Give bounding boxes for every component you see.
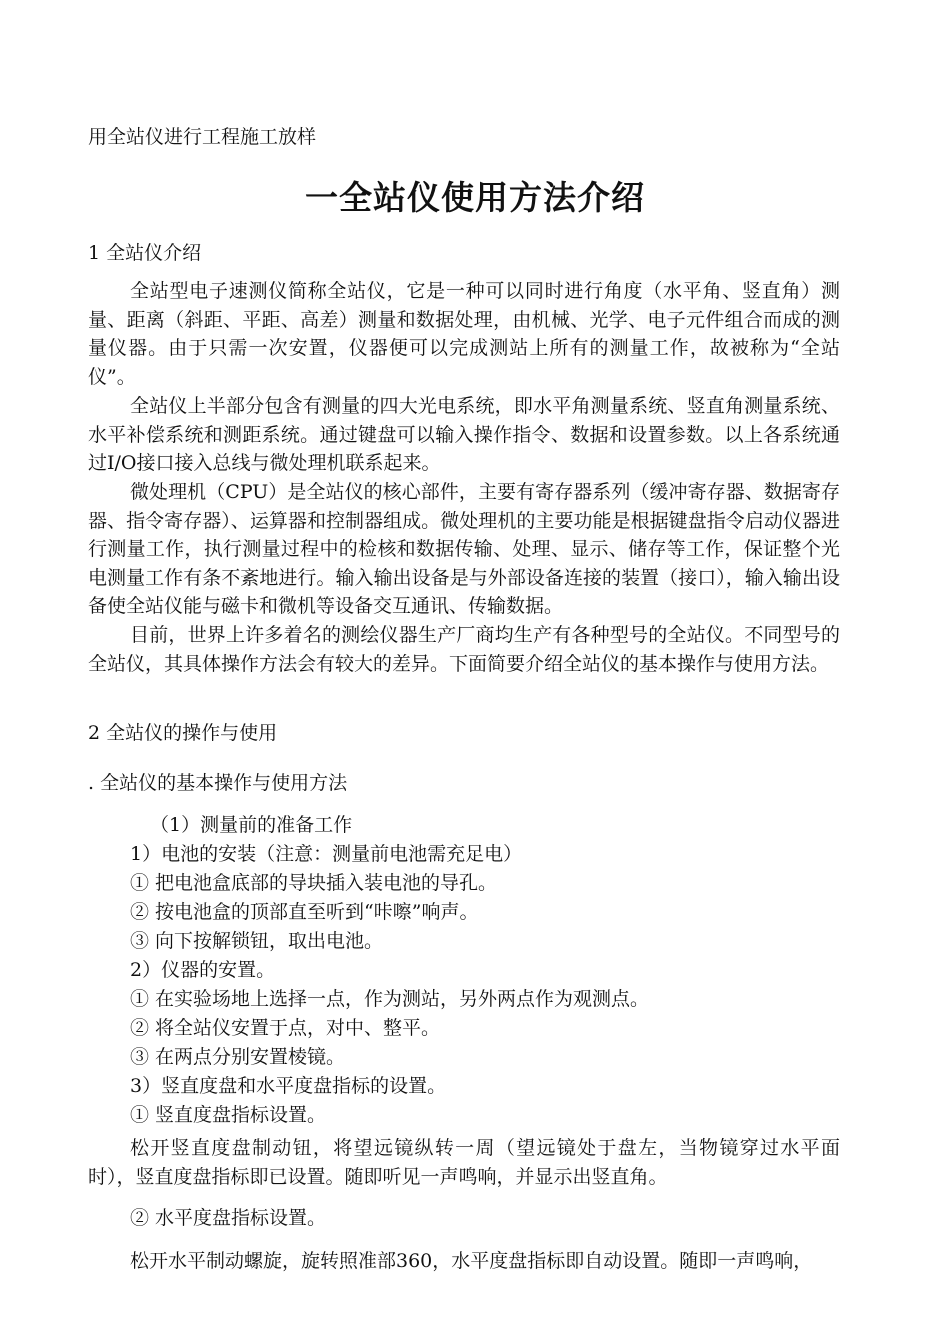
paragraph-horizontal-index: 松开水平制动螺旋，旋转照准部360，水平度盘指标即自动设置。随即一声鸣响，: [130, 1250, 813, 1272]
paragraph-systems: 全站仪上半部分包含有测量的四大光电系统，即水平角测量系统、竖直角测量系统、水平补偿系统和测距系统。通过键盘可以输入操作指令、数据和设置参数。以上各系统通过I/O接口接入总线与微处理机联系起来。: [88, 395, 840, 474]
list-line: ③ 在两点分别安置棱镜。: [130, 1046, 346, 1068]
paragraph-cpu: 微处理机（CPU）是全站仪的核心部件，主要有寄存器系列（缓冲寄存器、数据寄存器、指令寄存器）、运算器和控制器组成。微处理机的主要功能是根据键盘指令启动仪器进行测量工作，执行测量过程中的检核和数据传输、处理、显示、储存等工作，保证整个光电测量工作有条不紊地进行。输入输出设备是与外部设备连接的装置（接口），输入输出设备使全站仪能与磁卡和微机等设备交互通讯、传输数据。: [88, 481, 840, 617]
list-line: 2）仪器的安置。: [130, 959, 276, 981]
list-line: ① 把电池盒底部的导块插入装电池的导孔。: [130, 872, 498, 894]
paragraph-intro: 全站型电子速测仪简称全站仪，它是一种可以同时进行角度（水平角、竖直角）测量、距离（斜距、平距、高差）测量和数据处理，由机械、光学、电子元件组合而成的测量仪器。由于只需一次安置，仪器便可以完成测站上所有的测量工作，故被称为“全站仪”。: [88, 280, 840, 388]
list-line: ② 按电池盒的顶部直至听到“咔嚓”响声。: [130, 901, 479, 923]
list-line: 3）竖直度盘和水平度盘指标的设置。: [130, 1075, 447, 1097]
paragraph-manufacturers: 目前，世界上许多着名的测绘仪器生产厂商均生产有各种型号的全站仪。不同型号的全站仪，其具体操作方法会有较大的差异。下面简要介绍全站仪的基本操作与使用方法。: [88, 624, 840, 675]
document-pre-title: 用全站仪进行工程施工放样: [88, 126, 317, 148]
document-title: 一全站仪使用方法介绍: [305, 178, 645, 217]
list-line: ② 将全站仪安置于点，对中、整平。: [130, 1017, 441, 1039]
list-line: ① 在实验场地上选择一点，作为测站，另外两点作为观测点。: [130, 988, 650, 1010]
list-line: ② 水平度盘指标设置。: [130, 1207, 327, 1229]
paragraph-vertical-index: 松开竖直度盘制动钮，将望远镜纵转一周（望远镜处于盘左，当物镜穿过水平面时），竖直度盘指标即已设置。随即听见一声鸣响，并显示出竖直角。: [88, 1137, 840, 1188]
subsection-heading: . 全站仪的基本操作与使用方法: [88, 772, 348, 794]
list-line: （1）测量前的准备工作: [150, 814, 353, 836]
list-line: ① 竖直度盘指标设置。: [130, 1104, 327, 1126]
list-line: 1）电池的安装（注意：测量前电池需充足电）: [130, 843, 523, 865]
section-heading-2: 2 全站仪的操作与使用: [88, 722, 278, 744]
section-heading-1: 1 全站仪介绍: [88, 242, 202, 264]
list-line: ③ 向下按解锁钮，取出电池。: [130, 930, 384, 952]
